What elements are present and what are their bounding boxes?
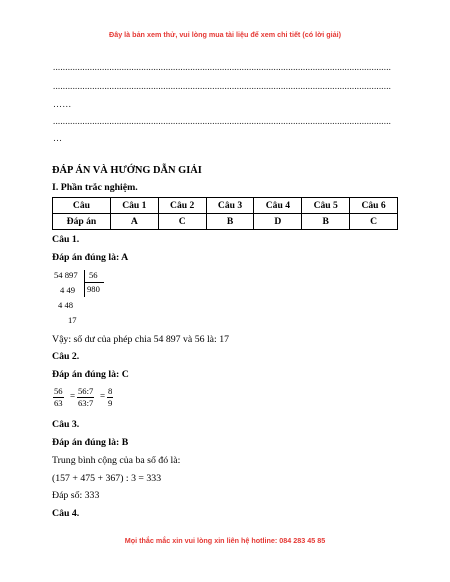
table-cell: C — [350, 214, 398, 230]
question-3-step: Trung bình cộng của ba số đó là: — [52, 455, 181, 466]
table-cell: D — [254, 214, 302, 230]
division-step: 4 49 — [60, 285, 76, 295]
fraction: $\frac{56}{63}$ — [54, 386, 63, 408]
table-cell: B — [302, 214, 350, 230]
division-remainder: 17 — [68, 315, 77, 325]
division-horizontal-bar — [84, 282, 104, 283]
question-3-answer: Đáp án đúng là: B — [52, 437, 129, 448]
table-cell: A — [110, 214, 158, 230]
division-dividend: 54 897 — [54, 270, 78, 280]
equals-sign: = — [70, 391, 76, 401]
question-1-label: Câu 1. — [52, 234, 80, 245]
division-divisor: 56 — [89, 270, 98, 280]
table-cell: C — [158, 214, 206, 230]
preview-notice-banner: Đây là bản xem thử, vui lòng mua tài liệu để xem chi tiết (có lời giải) — [109, 30, 341, 39]
table-cell: Câu — [53, 198, 111, 214]
question-1-conclusion: Vậy: số dư của phép chia 54 897 và 56 là: 17 — [52, 334, 229, 345]
division-quotient: 980 — [87, 284, 100, 294]
question-3-step: (157 + 475 + 367) : 3 = 333 — [52, 473, 162, 484]
answer-blank-line: … — [53, 133, 63, 143]
table-cell: Đáp án — [53, 214, 111, 230]
answer-blank-line: …… — [53, 99, 72, 109]
answer-key-table — [52, 197, 398, 230]
equals-sign: = — [100, 391, 106, 401]
table-cell: Câu 1 — [110, 198, 158, 214]
question-2-label: Câu 2. — [52, 351, 80, 362]
question-3-final-answer: Đáp số: 333 — [52, 490, 100, 501]
table-header-row — [53, 198, 398, 214]
answer-blank-line: .......................................................................................................................................... — [53, 116, 392, 126]
fraction: $\frac{56:7}{63:7}$ — [78, 386, 94, 408]
solution-heading: ĐÁP ÁN VÀ HƯỚNG DẪN GIẢI — [52, 165, 202, 176]
table-cell: Câu 3 — [206, 198, 254, 214]
division-step: 4 48 — [58, 300, 74, 310]
division-vertical-bar — [84, 270, 85, 297]
hotline-footer-banner: Mọi thắc mắc xin vui lòng xin liên hệ hotline: 084 283 45 85 — [124, 536, 326, 545]
answer-blank-line: .......................................................................................................................................... — [53, 62, 392, 72]
question-3-label: Câu 3. — [52, 419, 80, 430]
table-cell: Câu 4 — [254, 198, 302, 214]
fraction: $\frac{8}{9}$ — [108, 386, 113, 408]
table-row — [53, 214, 398, 230]
table-cell: Câu 2 — [158, 198, 206, 214]
question-2-answer: Đáp án đúng là: C — [52, 369, 129, 380]
answer-blank-line: .......................................................................................................................................... — [53, 81, 392, 91]
question-4-label: Câu 4. — [52, 508, 80, 519]
table-cell: Câu 5 — [302, 198, 350, 214]
table-cell: B — [206, 214, 254, 230]
table-cell: Câu 6 — [350, 198, 398, 214]
question-1-answer: Đáp án đúng là: A — [52, 252, 129, 263]
section-title-multiple-choice: I. Phần trắc nghiệm. — [52, 182, 138, 193]
